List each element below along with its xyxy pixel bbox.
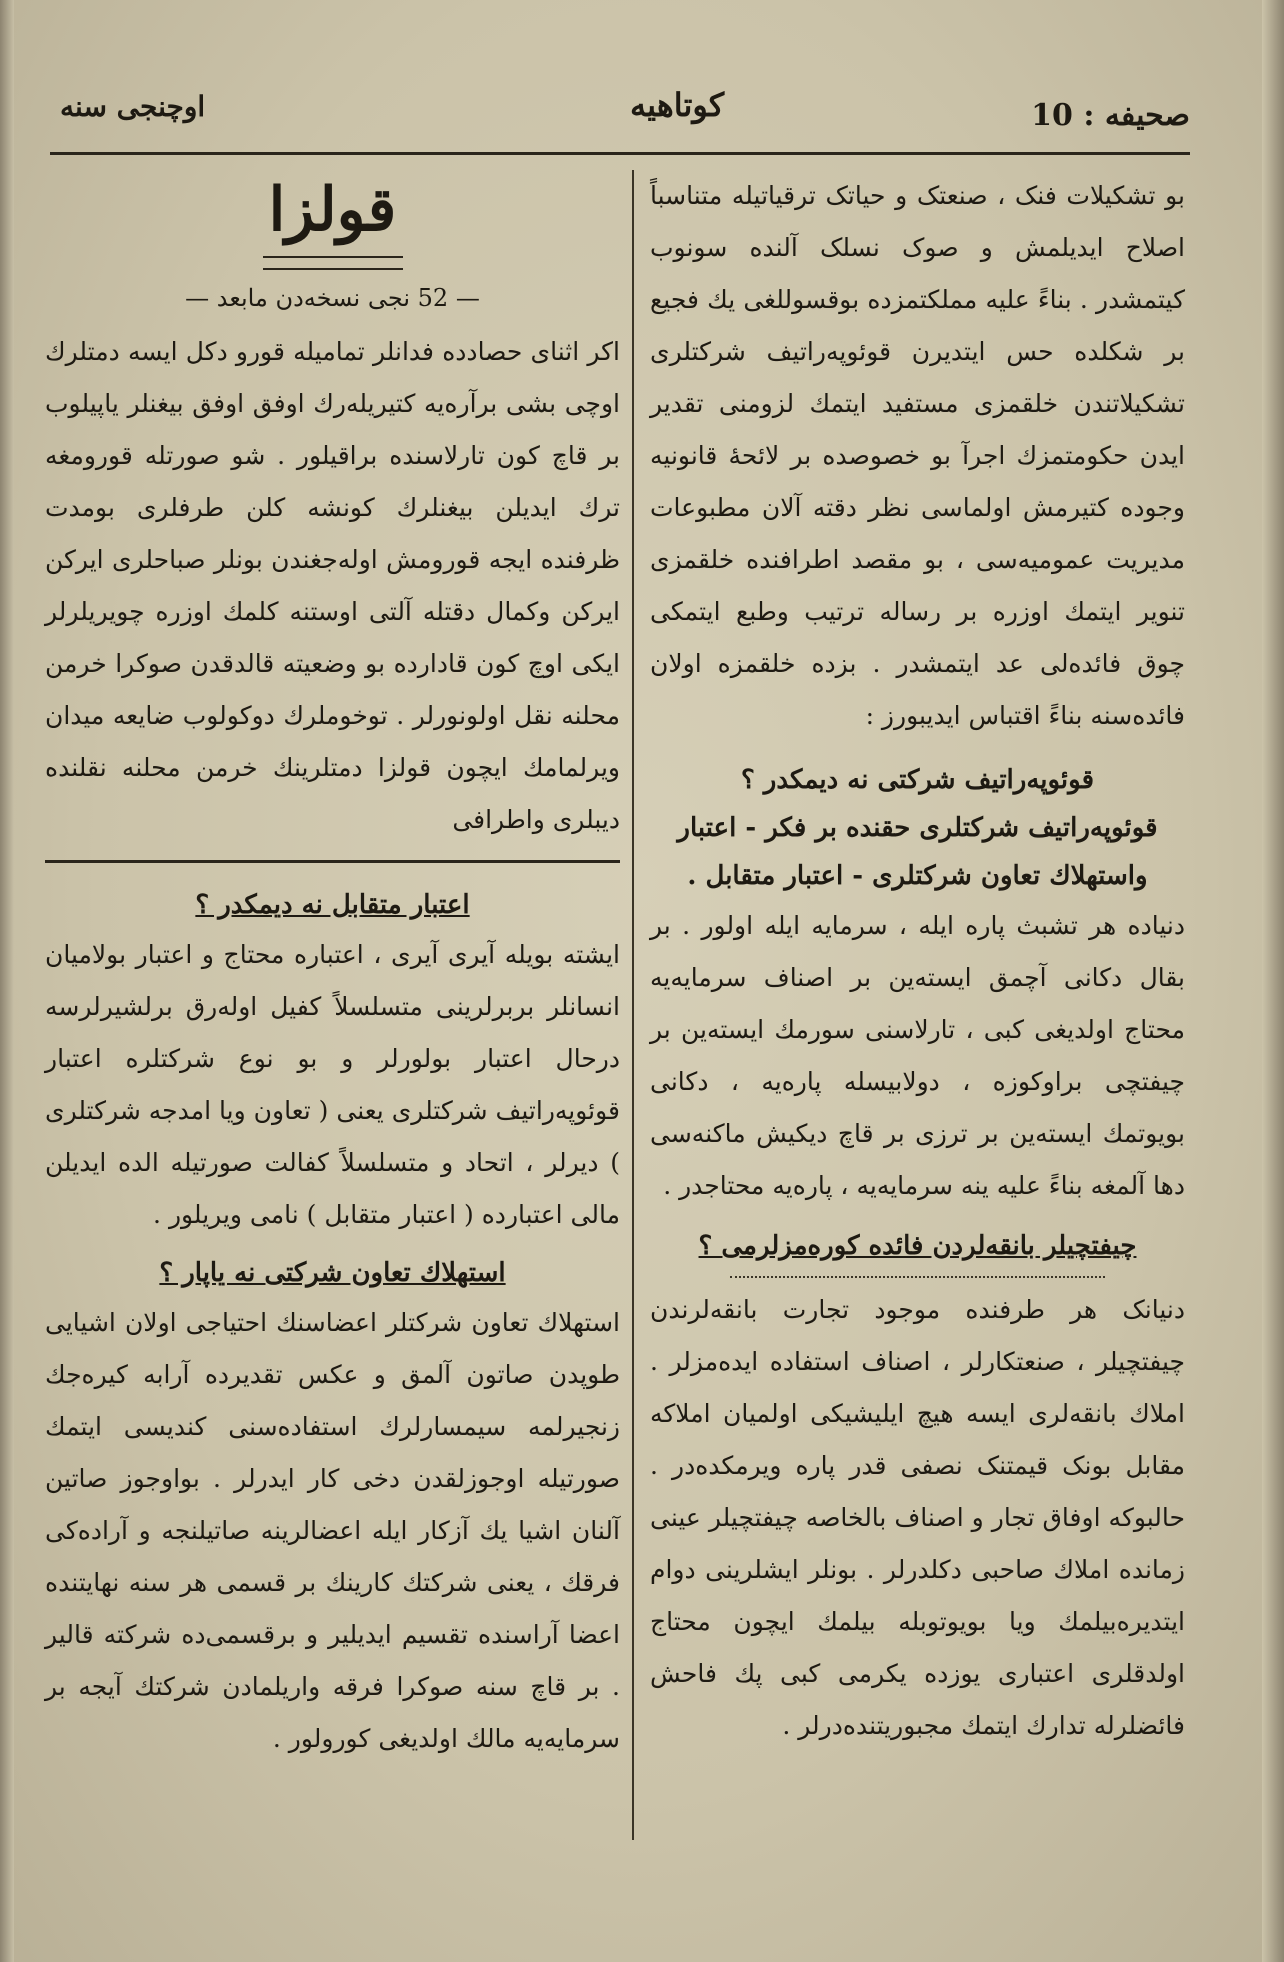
right-column xyxy=(650,170,1185,1752)
article-title: قولزا xyxy=(268,175,397,245)
section-rule xyxy=(45,860,620,863)
article-paragraph: دنیاده هر تشبث پاره ایله ، سرمایه ایله اولور . بر بقال دکانی آچمق ایسته‌ین بر اصناف سرمایه‌یه محتاج اولدیغی کبی ، تارلاسنی سورمك ایسته‌ین بر چیفتچی براوکوزه ، دولابیسله پاره‌یه ، دکانی بویوتمك ایسته‌ین بر ترزی بر قاچ دیکیش ماکنه‌سی دها آلمغه بناءً علیه ینه سرمایه‌یه ، پاره‌یه محتاجدر . xyxy=(650,911,1185,1200)
article-paragraph: ایشته بویله آیری آیری ، اعتباره محتاج و اعتبار بولامیان انسانلر بربرلرینی متسلسلاً کفیل اوله‌رق برلشیرلرسه درحال اعتبار بولورلر و بو نوع شرکتلره اعتبار قوئوپه‌راتیف شرکتلری یعنی ( تعاون ویا امدجه شرکتلری ) دیرلر ، اتحاد و متسلسلاً کفالت صورتیله الده ایدیلن مالی اعتبارده ( اعتبار متقابل ) نامی ویریلور . xyxy=(45,940,620,1229)
article-paragraph: اکر اثنای حصادده فدانلر تماميله قورو دکل ایسه دمتلرك اوچی بشی برآره‌یه کتیریله‌رك اوفق اوفق بیغنلر یاپیلوب بر قاچ کون تارلاسنده براقیلور . شو صورتله قورومغه ترك ایدیلن بیغنلرك کونشه کلن طرفلری بومدت ظرفنده ایجه قورومش اوله‌جغندن بونلر صباحلری ایرکن ایرکن وکمال دقتله آلتی اوستنه کلمك اوزره چویریلرلر ایکی اوچ کون قادارده بو وضعیته قالدقدن صوکرا خرمن محلنه نقل اولونورلر . توخوملرك دوکولوب ضایعه میدان ویرلمامك ایچون قولزا دمتلرینك خرمن محلنه نقلنده دیبلری واطرافی xyxy=(45,337,620,834)
title-ornament xyxy=(263,256,403,270)
dotted-rule xyxy=(730,1276,1105,1278)
article-paragraph: بو تشکیلات فنک ، صنعتک و حیاتک ترقیاتیله متناسباً اصلاح ایدیلمش و صوک نسلک آلنده سونوب کیتمشدر . بناءً علیه مملکتمزده بوقسوللغی یك فجیع بر شکلده حس ایتدیرن قوئوپه‌راتیف شرکتلری تشکیلاتندن خلقمزی مستفید ایتمك لزومنی تقدیر ایدن حکومتمزك اجرآ بو خصوصده بر لائحهٔ قانونیه وجوده کتیرمش اولماسی نظر دقته آلان مطبوعات مدیریت عمومیه‌سی ، بو مقصد اطرافنده خلقمزی تنویر ایتمك اوزره بر رساله ترتیب وطبع ایتمکی چوق فائده‌لی عد ایتمشدر . بزده خلقمزه اولان فائده‌سنه بناءً اقتباس ایدیبورز : xyxy=(650,181,1185,730)
section-heading-mutual-credit: اعتبار متقابل نه دیمکدر ؟ xyxy=(195,890,470,920)
page-edge-shadow-right xyxy=(1262,0,1284,1962)
left-column xyxy=(45,170,620,1765)
article-paragraph: استهلاك تعاون شرکتلر اعضاسنك احتیاجی اولان اشیایی طوپدن صاتون آلمق و عکس تقدیرده آرابه کیره‌جك زنجیرلمه سیمسارلرك استفاده‌سنی کندیسی ایتمك صورتیله اوجوزلقدن دخی کار ایدرلر . بواوجوز صاتین آلنان اشیا یك آزکار ایله اعضالرینه صاتیلنجه و آراده‌کی فرقك ، یعنی شرکتك کارینك بر قسمی هر سنه نهایتنده اعضا آراسنده تقسیم ایدیلیر و برقسمی‌ده شرکته قالیر . بر قاچ سنه صوکرا فرقه واریلمادن شرکتك آیجه بر سرمایه‌یه مالك اولدیغی کورولور . xyxy=(45,1308,620,1753)
section-heading-banks: چیفتچیلر بانقه‌لردن فائده کوره‌مزلرمی ؟ xyxy=(698,1231,1137,1261)
article-paragraph: دنیانک هر طرفنده موجود تجارت بانقه‌لرندن چیفتچیلر ، صنعتکارلر ، اصناف استفاده ایده‌مزلر . املاك بانقه‌لری ایسه هیچ ایلیشیکی اولمیان املاکه مقابل بونک قیمتنک نصفی قدر پاره ویرمکده‌در . حالبوکه اوفاق تجار و اصناف بالخاصه چیفتچیلر عینی زمانده املاك صاحبی دکلدرلر . بونلر ایشلرینی دوام ایتدیره‌بیلمك ویا بویوتوبله بیلمك ایچون محتاج اولدقلری اعتباری یوزده یکرمی کبی پك فاحش فائضلرله تدارك ایتمك مجبوریتنده‌درلر . xyxy=(650,1295,1185,1740)
page-edge-shadow-left xyxy=(0,0,14,1962)
section-subheading: قوئوپه‌راتیف شرکتلری حقنده بر فکر - اعتبار واستهلاك تعاون شرکتلری - اعتبار متقابل . xyxy=(677,813,1158,891)
section-heading-cooperative: قوئوپه‌راتیف شرکتی نه دیمکدر ؟ xyxy=(740,765,1095,795)
header-newspaper-name: کوتاهیه xyxy=(630,86,725,124)
header-rule xyxy=(50,152,1190,155)
section-heading-consumer-coop: استهلاك تعاون شرکتی نه یاپار ؟ xyxy=(159,1258,506,1288)
column-divider xyxy=(632,170,634,1840)
page-header xyxy=(50,86,1190,160)
article-continuation-note: — 52 نجی نسخه‌دن مابعد — xyxy=(185,284,480,312)
header-year: اوچنجی سنه xyxy=(60,90,206,123)
header-page-number: صحیفه : 10 xyxy=(1031,98,1190,133)
